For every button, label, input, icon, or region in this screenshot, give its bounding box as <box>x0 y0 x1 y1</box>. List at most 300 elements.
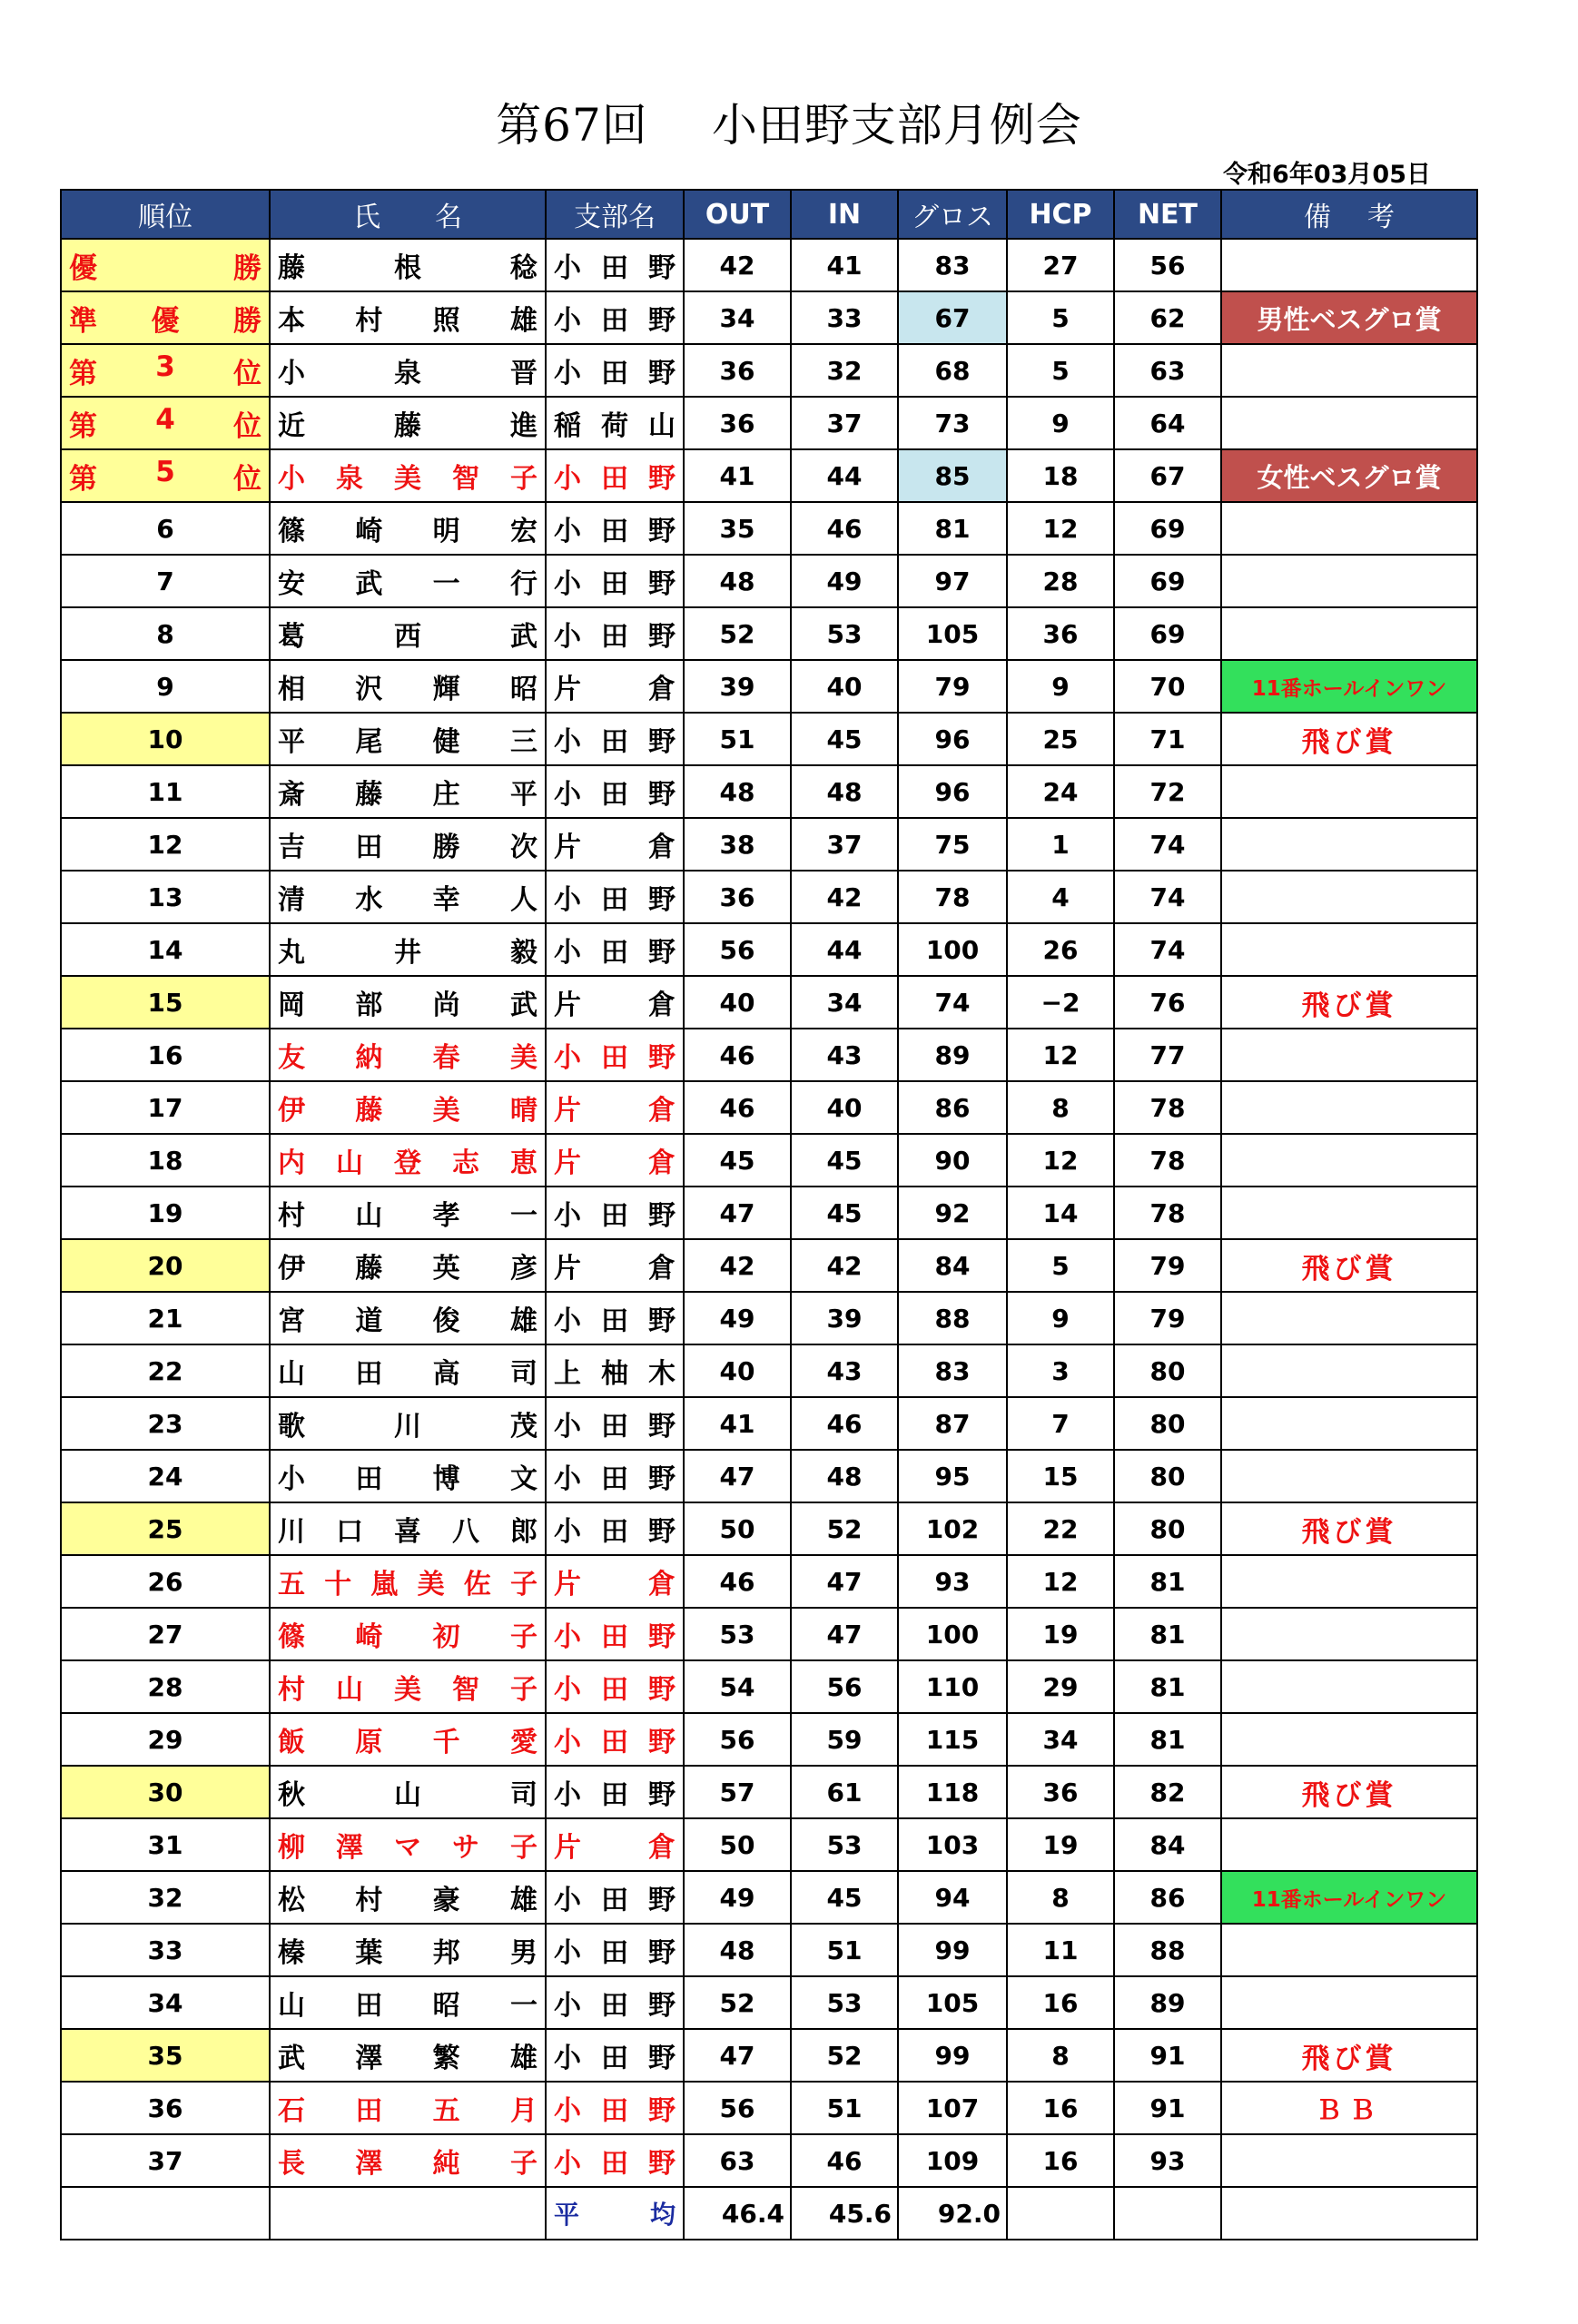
table-row <box>61 818 1477 871</box>
name-cell-text: 葛 西 武 <box>278 621 538 653</box>
net-cell: 74 <box>1114 871 1221 923</box>
hcp-cell: 5 <box>1007 1239 1114 1292</box>
club-cell-text: 小 田 野 <box>554 1779 676 1811</box>
net-cell: 81 <box>1114 1660 1221 1713</box>
title-event: 小田野支部月例会 <box>711 99 1082 152</box>
name-cell <box>270 1292 546 1344</box>
note-cell <box>1221 1555 1477 1608</box>
gross-cell: 90 <box>898 1134 1007 1187</box>
gross-cell: 99 <box>898 1924 1007 1976</box>
club-cell-text: 小 田 野 <box>554 252 676 284</box>
note-cell: 飛び賞 <box>1221 713 1477 765</box>
note-cell <box>1221 555 1477 607</box>
hcp-cell: 5 <box>1007 344 1114 397</box>
name-cell <box>270 1660 546 1713</box>
name-cell-text: 武 澤 繁 雄 <box>278 2043 538 2074</box>
avg-empty-name <box>270 2187 546 2240</box>
club-cell <box>546 765 684 818</box>
results-body <box>61 239 1477 2240</box>
out-cell: 34 <box>684 291 791 344</box>
club-cell-text: 小 田 野 <box>554 2148 676 2180</box>
out-cell: 47 <box>684 2029 791 2082</box>
net-cell: 79 <box>1114 1292 1221 1344</box>
gross-cell: 88 <box>898 1292 1007 1344</box>
name-cell <box>270 1713 546 1766</box>
name-cell-text: 伊 藤 美 晴 <box>278 1095 538 1127</box>
net-cell: 72 <box>1114 765 1221 818</box>
table-row <box>61 555 1477 607</box>
gross-cell: 67 <box>898 291 1007 344</box>
club-cell-text: 小 田 野 <box>554 2095 676 2127</box>
net-cell: 79 <box>1114 1239 1221 1292</box>
club-cell <box>546 871 684 923</box>
club-cell-text: 片 倉 <box>554 990 676 1021</box>
note-cell <box>1221 1660 1477 1713</box>
name-cell <box>270 1450 546 1502</box>
club-cell <box>546 239 684 291</box>
out-cell: 39 <box>684 660 791 713</box>
note-cell <box>1221 502 1477 555</box>
name-cell-text: 友 納 春 美 <box>278 1042 538 1074</box>
hcp-cell: 8 <box>1007 1081 1114 1134</box>
net-cell: 86 <box>1114 1871 1221 1924</box>
rank-cell: 36 <box>61 2082 270 2134</box>
note-cell <box>1221 1134 1477 1187</box>
average-label <box>546 2187 684 2240</box>
net-cell: 80 <box>1114 1450 1221 1502</box>
in-cell: 45 <box>791 1187 898 1239</box>
net-cell: 69 <box>1114 607 1221 660</box>
name-cell-text: 村 山 孝 一 <box>278 1200 538 1232</box>
note-cell: ＢＢ <box>1221 2082 1477 2134</box>
gross-cell: 102 <box>898 1502 1007 1555</box>
table-row <box>61 1239 1477 1292</box>
out-cell: 36 <box>684 397 791 449</box>
gross-cell: 109 <box>898 2134 1007 2187</box>
rank-cell-text: 第 3 位 <box>69 350 261 390</box>
note-cell <box>1221 239 1477 291</box>
club-cell <box>546 607 684 660</box>
hcp-cell: 19 <box>1007 1818 1114 1871</box>
table-row <box>61 1608 1477 1660</box>
table-row <box>61 713 1477 765</box>
in-cell: 59 <box>791 1713 898 1766</box>
header-name <box>270 190 546 239</box>
avg-empty-hcp <box>1007 2187 1114 2240</box>
table-row <box>61 660 1477 713</box>
net-cell: 84 <box>1114 1818 1221 1871</box>
net-cell: 91 <box>1114 2082 1221 2134</box>
hcp-cell: 19 <box>1007 1608 1114 1660</box>
hcp-cell: 16 <box>1007 2082 1114 2134</box>
gross-cell: 86 <box>898 1081 1007 1134</box>
club-cell <box>546 502 684 555</box>
club-cell <box>546 397 684 449</box>
table-row <box>61 1397 1477 1450</box>
club-cell <box>546 1134 684 1187</box>
name-cell <box>270 2082 546 2134</box>
club-cell-text: 小 田 野 <box>554 358 676 389</box>
in-cell: 40 <box>791 1081 898 1134</box>
in-cell: 44 <box>791 923 898 976</box>
header-note <box>1221 190 1477 239</box>
out-cell: 48 <box>684 1924 791 1976</box>
gross-cell: 74 <box>898 976 1007 1029</box>
note-cell <box>1221 765 1477 818</box>
out-cell: 45 <box>684 1134 791 1187</box>
note-cell: 11番ホールインワン <box>1221 660 1477 713</box>
name-cell-text: 伊 藤 英 彦 <box>278 1253 538 1285</box>
note-cell: 男性ベスグロ賞 <box>1221 291 1477 344</box>
out-cell: 49 <box>684 1292 791 1344</box>
rank-cell: 15 <box>61 976 270 1029</box>
gross-cell: 105 <box>898 1976 1007 2029</box>
rank-cell: 37 <box>61 2134 270 2187</box>
hcp-cell: 5 <box>1007 291 1114 344</box>
table-row <box>61 765 1477 818</box>
in-cell: 34 <box>791 976 898 1029</box>
gross-cell: 78 <box>898 871 1007 923</box>
rank-cell: 13 <box>61 871 270 923</box>
rank-cell: 23 <box>61 1397 270 1450</box>
club-cell-text: 小 田 野 <box>554 726 676 758</box>
hcp-cell: 12 <box>1007 1555 1114 1608</box>
out-cell: 49 <box>684 1871 791 1924</box>
average-out: 46.4 <box>684 2187 791 2240</box>
in-cell: 42 <box>791 1239 898 1292</box>
out-cell: 56 <box>684 1713 791 1766</box>
note-cell <box>1221 397 1477 449</box>
net-cell: 80 <box>1114 1502 1221 1555</box>
name-cell <box>270 765 546 818</box>
gross-cell: 84 <box>898 1239 1007 1292</box>
gross-cell: 68 <box>898 344 1007 397</box>
gross-cell: 115 <box>898 1713 1007 1766</box>
gross-cell: 97 <box>898 555 1007 607</box>
hcp-cell: 11 <box>1007 1924 1114 1976</box>
name-cell-text: 小 泉 晋 <box>278 358 538 389</box>
club-cell <box>546 1766 684 1818</box>
out-cell: 42 <box>684 239 791 291</box>
out-cell: 56 <box>684 2082 791 2134</box>
club-cell-text: 小 田 野 <box>554 516 676 547</box>
gross-cell: 107 <box>898 2082 1007 2134</box>
net-cell: 62 <box>1114 291 1221 344</box>
in-cell: 33 <box>791 291 898 344</box>
out-cell: 35 <box>684 502 791 555</box>
name-cell-text: 篠 崎 明 宏 <box>278 516 538 547</box>
name-cell-text: 丸 井 毅 <box>278 937 538 969</box>
table-row <box>61 291 1477 344</box>
net-cell: 78 <box>1114 1134 1221 1187</box>
rank-cell: 28 <box>61 1660 270 1713</box>
out-cell: 51 <box>684 713 791 765</box>
out-cell: 47 <box>684 1187 791 1239</box>
club-cell-text: 小 田 野 <box>554 884 676 916</box>
club-cell <box>546 555 684 607</box>
in-cell: 47 <box>791 1608 898 1660</box>
club-cell <box>546 713 684 765</box>
gross-cell: 85 <box>898 449 1007 502</box>
gross-cell: 73 <box>898 397 1007 449</box>
in-cell: 41 <box>791 239 898 291</box>
name-cell <box>270 1608 546 1660</box>
club-cell <box>546 923 684 976</box>
rank-cell <box>61 397 270 449</box>
note-cell <box>1221 2134 1477 2187</box>
table-row <box>61 1344 1477 1397</box>
table-row <box>61 239 1477 291</box>
net-cell: 80 <box>1114 1344 1221 1397</box>
rank-cell-text: 準 優 勝 <box>69 304 261 338</box>
gross-cell: 93 <box>898 1555 1007 1608</box>
out-cell: 36 <box>684 871 791 923</box>
club-cell-text: 小 田 野 <box>554 1621 676 1653</box>
table-row <box>61 1818 1477 1871</box>
hcp-cell: 9 <box>1007 397 1114 449</box>
net-cell: 93 <box>1114 2134 1221 2187</box>
rank-cell-text: 優 勝 <box>69 251 261 285</box>
hcp-cell: 25 <box>1007 713 1114 765</box>
header-net: NET <box>1114 190 1221 239</box>
gross-cell: 99 <box>898 2029 1007 2082</box>
club-cell-text: 小 田 野 <box>554 305 676 337</box>
club-cell <box>546 1239 684 1292</box>
name-cell <box>270 1344 546 1397</box>
name-cell-text: 清 水 幸 人 <box>278 884 538 916</box>
name-cell <box>270 871 546 923</box>
hcp-cell: 9 <box>1007 1292 1114 1344</box>
avg-empty-rank <box>61 2187 270 2240</box>
club-cell-text: 片 倉 <box>554 674 676 705</box>
name-cell <box>270 555 546 607</box>
club-cell <box>546 1081 684 1134</box>
gross-cell: 100 <box>898 923 1007 976</box>
note-cell <box>1221 1029 1477 1081</box>
name-cell-text: 安 武 一 行 <box>278 568 538 600</box>
club-cell <box>546 449 684 502</box>
hcp-cell: 3 <box>1007 1344 1114 1397</box>
out-cell: 52 <box>684 1976 791 2029</box>
header-hcp: HCP <box>1007 190 1114 239</box>
in-cell: 45 <box>791 1134 898 1187</box>
in-cell: 48 <box>791 1450 898 1502</box>
net-cell: 78 <box>1114 1081 1221 1134</box>
table-row <box>61 1292 1477 1344</box>
in-cell: 44 <box>791 449 898 502</box>
club-cell <box>546 1818 684 1871</box>
hcp-cell: 34 <box>1007 1713 1114 1766</box>
hcp-cell: 9 <box>1007 660 1114 713</box>
out-cell: 57 <box>684 1766 791 1818</box>
note-cell <box>1221 1976 1477 2029</box>
page-title <box>0 89 1578 154</box>
name-cell-text: 山 田 高 司 <box>278 1358 538 1390</box>
out-cell: 42 <box>684 1239 791 1292</box>
in-cell: 39 <box>791 1292 898 1344</box>
out-cell: 36 <box>684 344 791 397</box>
in-cell: 56 <box>791 1660 898 1713</box>
gross-cell: 89 <box>898 1029 1007 1081</box>
in-cell: 51 <box>791 2082 898 2134</box>
name-cell-text: 山 田 昭 一 <box>278 1990 538 2022</box>
club-cell-text: 小 田 野 <box>554 1990 676 2022</box>
out-cell: 41 <box>684 1397 791 1450</box>
name-cell-text: 平 尾 健 三 <box>278 726 538 758</box>
hcp-cell: 24 <box>1007 765 1114 818</box>
gross-cell: 92 <box>898 1187 1007 1239</box>
table-row <box>61 344 1477 397</box>
hcp-cell: 12 <box>1007 1134 1114 1187</box>
name-cell <box>270 1029 546 1081</box>
in-cell: 47 <box>791 1555 898 1608</box>
table-row <box>61 2082 1477 2134</box>
rank-cell <box>61 239 270 291</box>
note-cell <box>1221 1818 1477 1871</box>
out-cell: 56 <box>684 923 791 976</box>
in-cell: 43 <box>791 1344 898 1397</box>
out-cell: 47 <box>684 1450 791 1502</box>
note-cell: 飛び賞 <box>1221 1502 1477 1555</box>
rank-cell: 21 <box>61 1292 270 1344</box>
club-cell-text: 小 田 野 <box>554 779 676 811</box>
name-cell-text: 歌 川 茂 <box>278 1411 538 1443</box>
header-row <box>61 190 1477 239</box>
gross-cell: 118 <box>898 1766 1007 1818</box>
net-cell: 76 <box>1114 976 1221 1029</box>
net-cell: 91 <box>1114 2029 1221 2082</box>
out-cell: 38 <box>684 818 791 871</box>
gross-cell: 87 <box>898 1397 1007 1450</box>
avg-empty-note <box>1221 2187 1477 2240</box>
name-cell-text: 松 村 豪 雄 <box>278 1885 538 1916</box>
header-rank: 順位 <box>61 190 270 239</box>
out-cell: 50 <box>684 1818 791 1871</box>
club-cell-text: 小 田 野 <box>554 568 676 600</box>
in-cell: 53 <box>791 1818 898 1871</box>
club-cell-text: 小 田 野 <box>554 621 676 653</box>
out-cell: 52 <box>684 607 791 660</box>
note-cell <box>1221 1924 1477 1976</box>
name-cell-text: 本 村 照 雄 <box>278 305 538 337</box>
name-cell <box>270 2134 546 2187</box>
table-row <box>61 1924 1477 1976</box>
header-gross: グロス <box>898 190 1007 239</box>
name-cell <box>270 1397 546 1450</box>
gross-cell: 79 <box>898 660 1007 713</box>
club-cell <box>546 2082 684 2134</box>
avg-empty-net <box>1114 2187 1221 2240</box>
club-cell <box>546 1871 684 1924</box>
table-row <box>61 1081 1477 1134</box>
out-cell: 40 <box>684 976 791 1029</box>
hcp-cell: 4 <box>1007 871 1114 923</box>
table-row <box>61 1871 1477 1924</box>
name-cell <box>270 923 546 976</box>
in-cell: 51 <box>791 1924 898 1976</box>
note-cell <box>1221 1292 1477 1344</box>
out-cell: 53 <box>684 1608 791 1660</box>
table-row <box>61 449 1477 502</box>
rank-cell: 19 <box>61 1187 270 1239</box>
header-note-text: 備考 <box>1304 202 1431 233</box>
club-cell-text: 小 田 野 <box>554 1305 676 1337</box>
name-cell <box>270 818 546 871</box>
note-cell <box>1221 1397 1477 1450</box>
net-cell: 78 <box>1114 1187 1221 1239</box>
note-cell <box>1221 1713 1477 1766</box>
net-cell: 63 <box>1114 344 1221 397</box>
rank-cell: 17 <box>61 1081 270 1134</box>
net-cell: 56 <box>1114 239 1221 291</box>
name-cell-text: 内 山 登 志 恵 <box>278 1147 538 1179</box>
note-cell: 飛び賞 <box>1221 1239 1477 1292</box>
name-cell-text: 小 田 博 文 <box>278 1463 538 1495</box>
name-cell-text: 宮 道 俊 雄 <box>278 1305 538 1337</box>
name-cell <box>270 2029 546 2082</box>
name-cell <box>270 1187 546 1239</box>
in-cell: 61 <box>791 1766 898 1818</box>
name-cell-text: 小 泉 美 智 子 <box>278 463 538 495</box>
club-cell-text: 小 田 野 <box>554 1727 676 1758</box>
club-cell-text: 片 倉 <box>554 1832 676 1864</box>
hcp-cell: 16 <box>1007 2134 1114 2187</box>
club-cell-text: 片 倉 <box>554 1095 676 1127</box>
club-cell <box>546 1187 684 1239</box>
out-cell: 48 <box>684 555 791 607</box>
rank-cell: 34 <box>61 1976 270 2029</box>
club-cell-text: 片 倉 <box>554 1147 676 1179</box>
rank-cell: 31 <box>61 1818 270 1871</box>
table-row <box>61 1450 1477 1502</box>
name-cell-text: 長 澤 純 子 <box>278 2148 538 2180</box>
rank-cell: 16 <box>61 1029 270 1081</box>
rank-cell: 8 <box>61 607 270 660</box>
rank-cell: 20 <box>61 1239 270 1292</box>
table-row <box>61 871 1477 923</box>
gross-cell: 96 <box>898 765 1007 818</box>
note-cell: 女性ベスグロ賞 <box>1221 449 1477 502</box>
rank-cell: 33 <box>61 1924 270 1976</box>
name-cell-text: 村 山 美 智 子 <box>278 1674 538 1706</box>
table-row <box>61 1660 1477 1713</box>
name-cell <box>270 1766 546 1818</box>
note-cell: 飛び賞 <box>1221 2029 1477 2082</box>
name-cell <box>270 502 546 555</box>
club-cell <box>546 1450 684 1502</box>
name-cell-text: 石 田 五 月 <box>278 2095 538 2127</box>
name-cell <box>270 1081 546 1134</box>
in-cell: 32 <box>791 344 898 397</box>
hcp-cell: 15 <box>1007 1450 1114 1502</box>
club-cell <box>546 1713 684 1766</box>
gross-cell: 100 <box>898 1608 1007 1660</box>
in-cell: 43 <box>791 1029 898 1081</box>
name-cell <box>270 660 546 713</box>
rank-cell: 25 <box>61 1502 270 1555</box>
note-cell <box>1221 607 1477 660</box>
rank-cell: 24 <box>61 1450 270 1502</box>
club-cell-text: 稲 荷 山 <box>554 410 676 442</box>
in-cell: 53 <box>791 1976 898 2029</box>
in-cell: 46 <box>791 502 898 555</box>
club-cell-text: 小 田 野 <box>554 1674 676 1706</box>
club-cell <box>546 1397 684 1450</box>
hcp-cell: 18 <box>1007 449 1114 502</box>
net-cell: 69 <box>1114 502 1221 555</box>
net-cell: 81 <box>1114 1608 1221 1660</box>
net-cell: 82 <box>1114 1766 1221 1818</box>
